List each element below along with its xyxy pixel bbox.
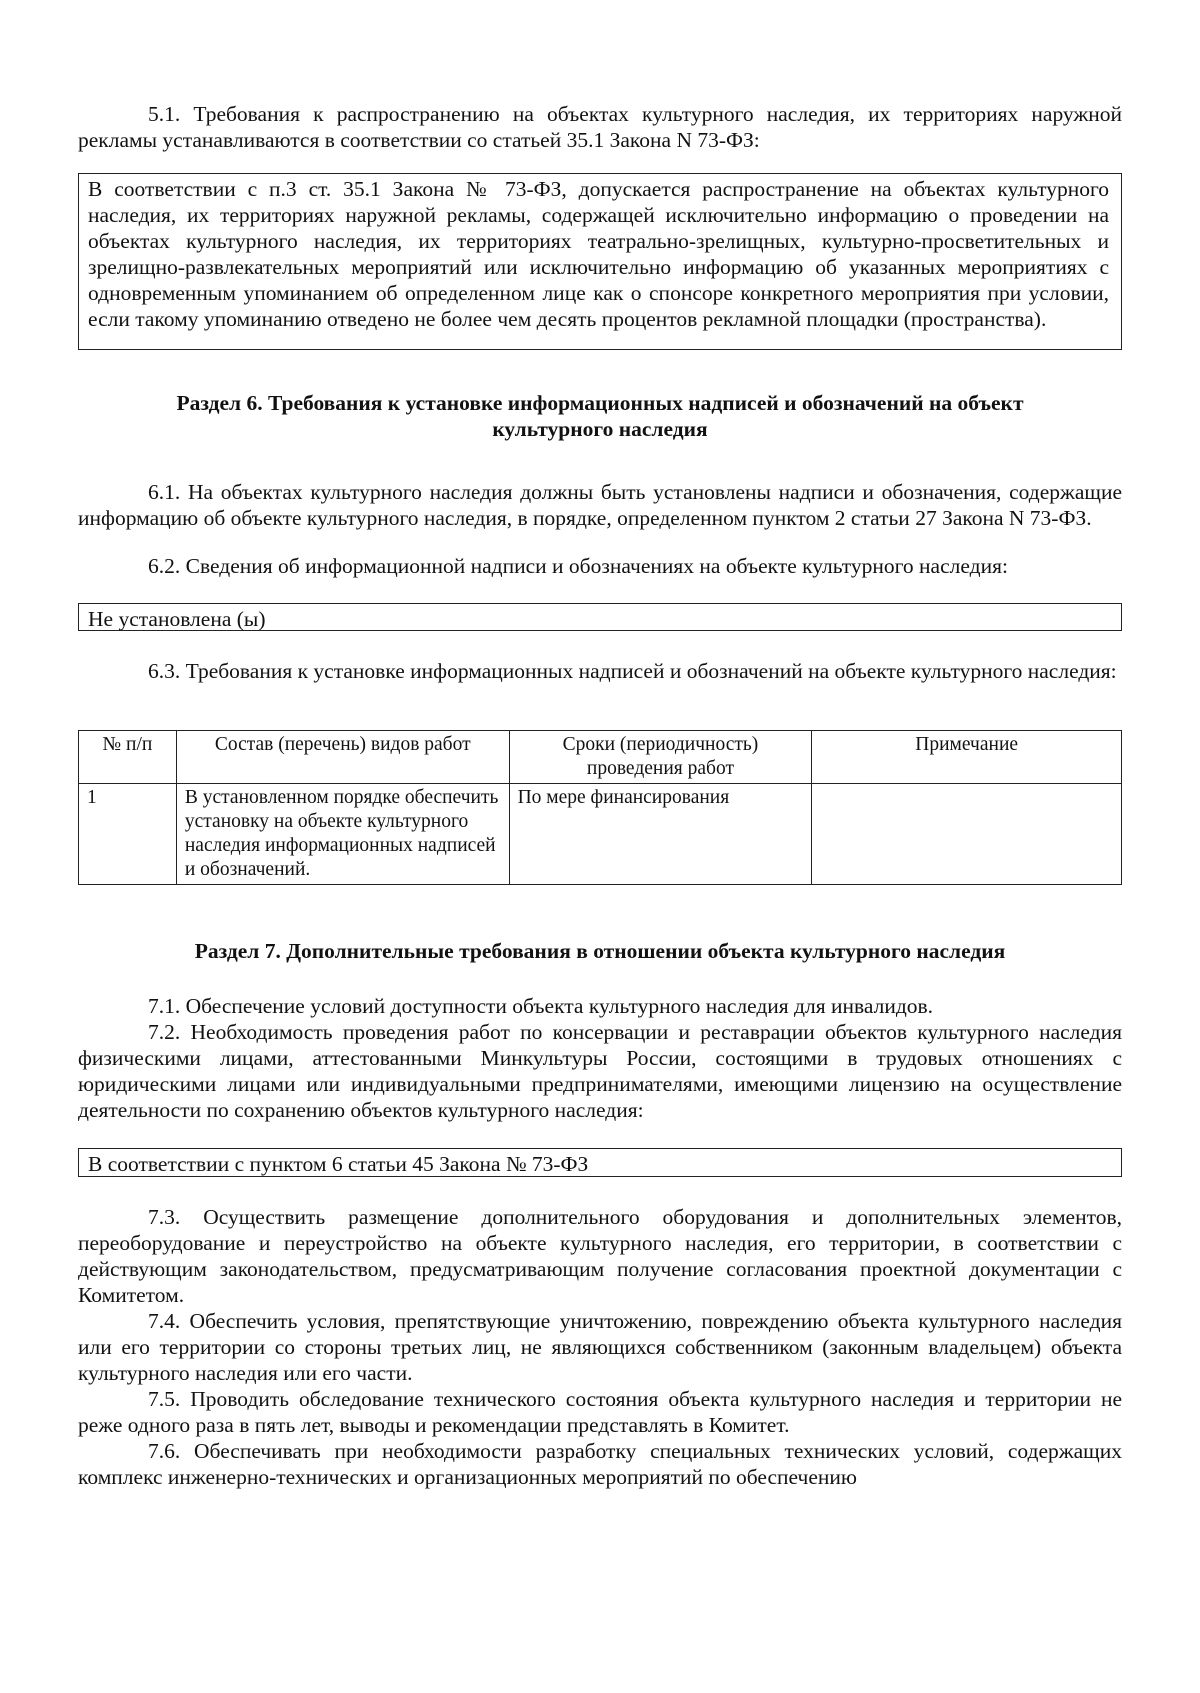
table-header-cell: Состав (перечень) видов работ — [176, 731, 509, 784]
paragraph-text: 6.1. На объектах культурного наследия должны быть установлены надписи и обозначения, содержащие информацию об объекте культурного наследия, в порядке, определенном пунктом 2 статьи 27 Закона N 73-ФЗ. — [78, 480, 1122, 530]
works-table — [78, 730, 1122, 885]
box-text: В соответствии с п.3 ст. 35.1 Закона № 73-ФЗ, допускается распространение на объектах культурного наследия, их территориях наружной рекламы, содержащей исключительно информацию о проведении на объектах культурного наследия, их территориях театрально-зрелищных, культурно-просветительных и зрелищно-развлекательных мероприятий или исключительно информацию об указанных мероприятиях с одновременным упоминанием об определенном лице как о спонсоре конкретного мероприятия при условии, если такому упоминанию отведено не более чем десять процентов рекламной площадки (пространства). — [88, 177, 1109, 331]
paragraph-6-1 — [78, 479, 1122, 531]
inscription-status-box — [78, 603, 1122, 631]
paragraph-7-3: 7.3. Осуществить размещение дополнительного оборудования и дополнительных элементов, переоборудование и переустройство на объекте культурного наследия, его территории, в соответствии с действующим законодательством, предусматривающим получение согласования проектной документации с Комитетом. — [78, 1205, 1122, 1307]
table-header-row — [79, 731, 1122, 784]
table-cell — [812, 784, 1122, 885]
section-7-title: Раздел 7. Дополнительные требования в отношении объекта культурного наследия — [194, 939, 1006, 963]
table-cell: 1 — [79, 784, 177, 885]
paragraph-6-3 — [78, 658, 1122, 684]
paragraph-7-1: 7.1. Обеспечение условий доступности объекта культурного наследия для инвалидов. — [148, 994, 934, 1018]
paragraph-7-6: 7.6. Обеспечивать при необходимости разработку специальных технических условий, содержащих комплекс инженерно-технических и организационных мероприятий по обеспечению — [78, 1439, 1122, 1489]
table-cell: По мере финансирования — [509, 784, 812, 885]
paragraph-text: 5.1. Требования к распространению на объектах культурного наследия, их территориях наружной рекламы устанавливаются в соответствии со статьей 35.1 Закона N 73-ФЗ: — [78, 102, 1122, 152]
licence-requirement-box — [78, 1148, 1122, 1177]
paragraph-6-2 — [78, 553, 1122, 579]
table-row — [79, 784, 1122, 885]
ad-requirements-box — [78, 173, 1122, 350]
table-cell: В установленном порядке обеспечить установку на объекте культурного наследия информационных надписей и обозначений. — [176, 784, 509, 885]
works-table-wrap — [78, 730, 1122, 885]
paragraph-5-1 — [78, 101, 1122, 153]
paragraph-text: 6.3. Требования к установке информационных надписей и обозначений на объекте культурного наследия: — [148, 659, 1117, 683]
paragraph-7-2: 7.2. Необходимость проведения работ по консервации и реставрации объектов культурного наследия физическими лицами, аттестованными Минкультуры России, состоящими в трудовых отношениях с юридическими лицами или индивидуальными предпринимателями, имеющими лицензию на осуществление деятельности по сохранению объектов культурного наследия: — [78, 1020, 1122, 1122]
section-6-title: Раздел 6. Требования к установке информационных надписей и обозначений на объект культурного наследия — [176, 391, 1024, 441]
paragraphs-7-1-7-2 — [78, 993, 1122, 1123]
paragraph-7-4: 7.4. Обеспечить условия, препятствующие уничтожению, повреждению объекта культурного наследия или его территории со стороны третьих лиц, не являющихся собственником (законным владельцем) объекта культурного наследия или его части. — [78, 1309, 1122, 1385]
paragraphs-7-3-7-6 — [78, 1204, 1122, 1490]
section-7-heading-wrap — [78, 938, 1122, 964]
table-header-cell: Сроки (периодичность) проведения работ — [509, 731, 812, 784]
box-text: Не установлена (ы) — [88, 607, 266, 631]
paragraph-text: 6.2. Сведения об информационной надписи и обозначениях на объекте культурного наследия: — [148, 554, 1008, 578]
paragraph-7-5: 7.5. Проводить обследование технического состояния объекта культурного наследия и территории не реже одного раза в пять лет, выводы и рекомендации представлять в Комитет. — [78, 1387, 1122, 1437]
table-header-cell: Примечание — [812, 731, 1122, 784]
section-6-heading-wrap — [78, 390, 1122, 442]
box-text: В соответствии с пунктом 6 статьи 45 Закона № 73-ФЗ — [88, 1152, 589, 1176]
table-header-cell: № п/п — [79, 731, 177, 784]
